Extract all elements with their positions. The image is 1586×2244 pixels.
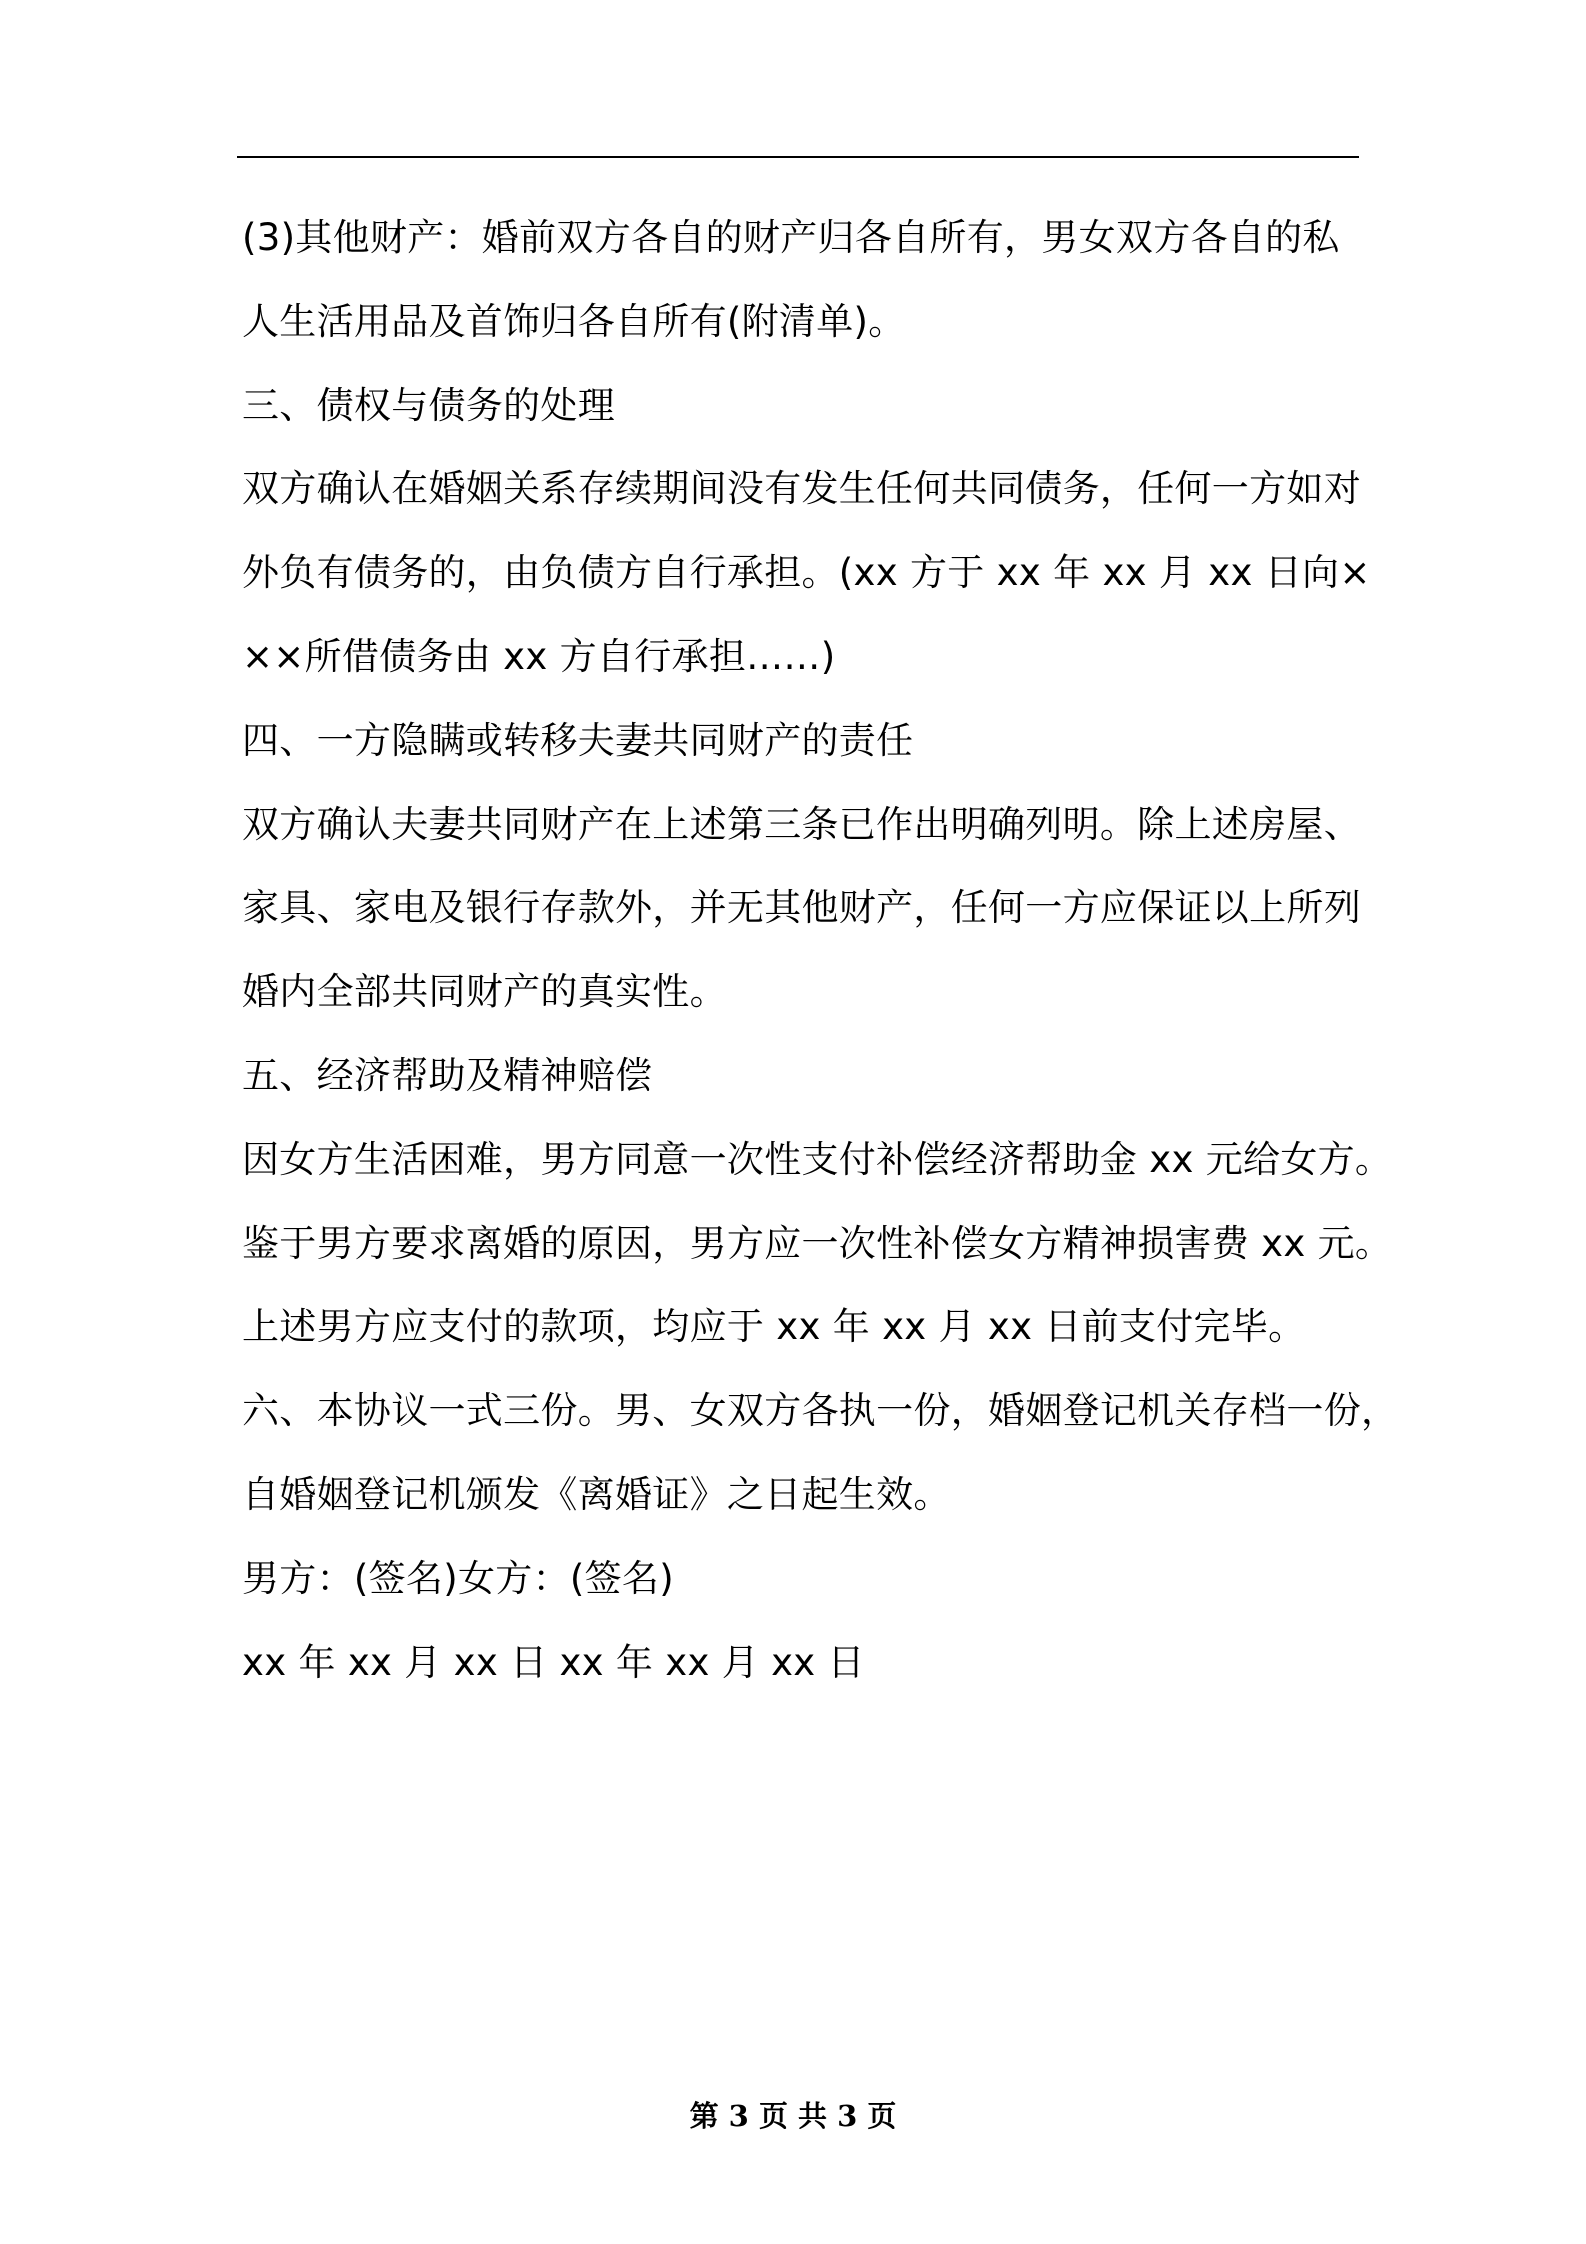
text-line: ××所借债务由 xx 方自行承担……)	[242, 634, 836, 678]
section-heading: 四、一方隐瞒或转移夫妻共同财产的责任	[242, 718, 914, 762]
date-line: xx 年 xx 月 xx 日 xx 年 xx 月 xx 日	[242, 1640, 865, 1684]
text-line: (3)其他财产：婚前双方各自的财产归各自所有，男女双方各自的私	[242, 216, 1340, 259]
text-line: 双方确认在婚姻关系存续期间没有发生任何共同债务，任何一方如对	[242, 467, 1361, 511]
header-rule	[237, 156, 1359, 158]
text-line: 外负有债务的，由负债方自行承担。(xx 方于 xx 年 xx 月 xx 日向×	[242, 551, 1371, 595]
section-heading: 三、债权与债务的处理	[242, 383, 615, 427]
section-heading: 五、经济帮助及精神赔偿	[242, 1053, 653, 1097]
text-line: 因女方生活困难，男方同意一次性支付补偿经济帮助金 xx 元给女方。	[242, 1137, 1393, 1181]
text-line: 家具、家电及银行存款外，并无其他财产，任何一方应保证以上所列	[242, 886, 1361, 930]
text-line: 上述男方应支付的款项，均应于 xx 年 xx 月 xx 日前支付完毕。	[242, 1305, 1306, 1349]
text-line: 双方确认夫妻共同财产在上述第三条已作出明确列明。除上述房屋、	[242, 802, 1361, 846]
text-line: 自婚姻登记机颁发《离婚证》之日起生效。	[242, 1472, 951, 1516]
text-line: 婚内全部共同财产的真实性。	[242, 970, 727, 1014]
text-line: 鉴于男方要求离婚的原因，男方应一次性补偿女方精神损害费 xx 元。	[242, 1221, 1393, 1265]
text-line: 六、本协议一式三份。男、女双方各执一份，婚姻登记机关存档一份，	[242, 1389, 1399, 1433]
document-body	[242, 196, 1399, 1704]
signature-line: 男方：(签名)女方：(签名)	[242, 1556, 674, 1600]
page-number: 第 3 页 共 3 页	[689, 2099, 897, 2133]
text-line: 人生活用品及首饰归各自所有(附清单)。	[242, 299, 906, 343]
